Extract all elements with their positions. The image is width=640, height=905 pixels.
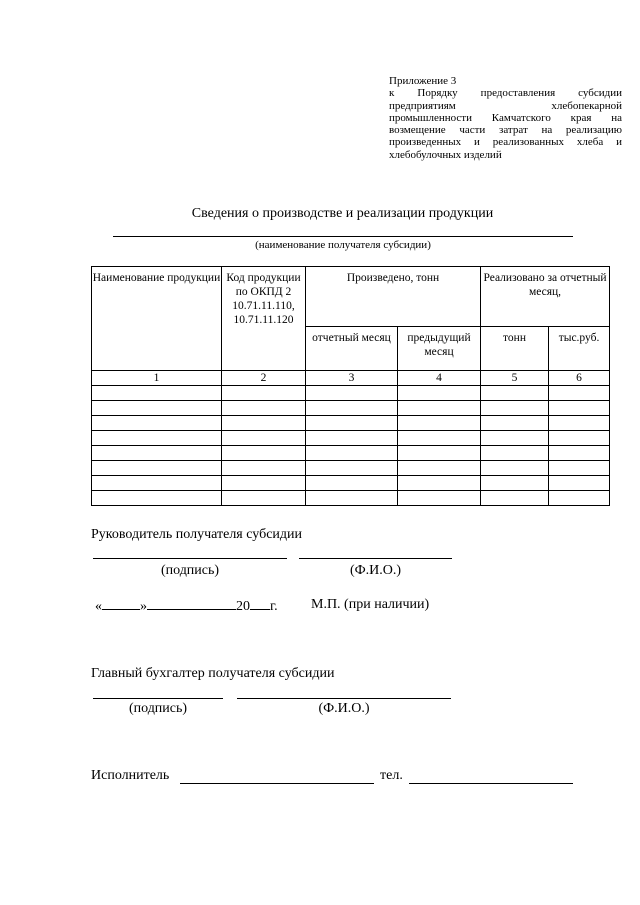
header-produced: Произведено, тонн [306, 267, 481, 327]
production-table [91, 266, 610, 506]
table-row [92, 401, 610, 416]
table-row [92, 446, 610, 461]
header-report-month: отчетный месяц [306, 327, 398, 371]
appendix-line-5: возмещение части затрат на реализацию [389, 124, 622, 137]
date-year-prefix: 20 [236, 599, 250, 614]
table-row [92, 416, 610, 431]
executor-label: Исполнитель [91, 768, 170, 783]
appendix-line-4: промышленности Камчатского края на [389, 111, 622, 124]
recipient-name-line[interactable] [113, 236, 573, 237]
date-year-field[interactable] [250, 597, 270, 610]
table-row [92, 491, 610, 506]
recipient-caption: (наименование получателя субсидии) [255, 239, 431, 251]
appendix-line-7: хлебобулочных изделий [389, 148, 502, 161]
accountant-name-caption: (Ф.И.О.) [318, 701, 370, 716]
head-signature-caption: (подпись) [160, 563, 220, 578]
col-number-3: 3 [306, 371, 398, 386]
date-month-field[interactable] [147, 597, 236, 610]
phone-label: тел. [380, 768, 403, 783]
table-row [92, 476, 610, 491]
col-number-1: 1 [92, 371, 222, 386]
header-thousand-rub: тыс.руб. [549, 327, 610, 371]
date-close-quote: » [140, 599, 147, 614]
head-name-caption: (Ф.И.О.) [349, 563, 402, 578]
appendix-line-3: предприятиям хлебопекарной [389, 99, 622, 112]
header-product-code: Код продукции по ОКПД 2 10.71.11.110, 10.71.11.120 [222, 267, 306, 371]
accountant-label: Главный бухгалтер получателя субсидии [91, 666, 335, 681]
header-prev-month: предыдущий месяц [398, 327, 481, 371]
table-row [92, 431, 610, 446]
appendix-note [389, 75, 622, 161]
date-line [95, 597, 278, 615]
col-number-6: 6 [549, 371, 610, 386]
table-row [92, 386, 610, 401]
appendix-line-2: к Порядку предоставления субсидии [389, 87, 622, 100]
accountant-name-line[interactable] [237, 698, 451, 699]
date-day-field[interactable] [102, 597, 140, 610]
date-open-quote: « [95, 599, 102, 614]
accountant-signature-caption: (подпись) [128, 701, 188, 716]
executor-name-line[interactable] [180, 783, 374, 784]
appendix-line-1: Приложение 3 [389, 75, 457, 87]
head-label: Руководитель получателя субсидии [91, 527, 303, 542]
appendix-line-6: произведенных и реализованных хлеба и [389, 136, 622, 149]
phone-line[interactable] [409, 783, 573, 784]
col-number-4: 4 [398, 371, 481, 386]
document-title: Сведения о производстве и реализации продукции [191, 206, 494, 221]
table-row [92, 461, 610, 476]
header-tons: тонн [481, 327, 549, 371]
head-name-line[interactable] [299, 558, 452, 559]
head-signature-line[interactable] [93, 558, 287, 559]
date-year-suffix: г. [270, 599, 278, 614]
accountant-signature-line[interactable] [93, 698, 223, 699]
col-number-5: 5 [481, 371, 549, 386]
col-number-2: 2 [222, 371, 306, 386]
column-numbers-row [92, 371, 610, 386]
stamp-label: М.П. (при наличии) [311, 597, 430, 612]
header-sold: Реализовано за отчетный месяц, [481, 267, 610, 327]
header-product-name: Наименование продукции [92, 267, 222, 371]
